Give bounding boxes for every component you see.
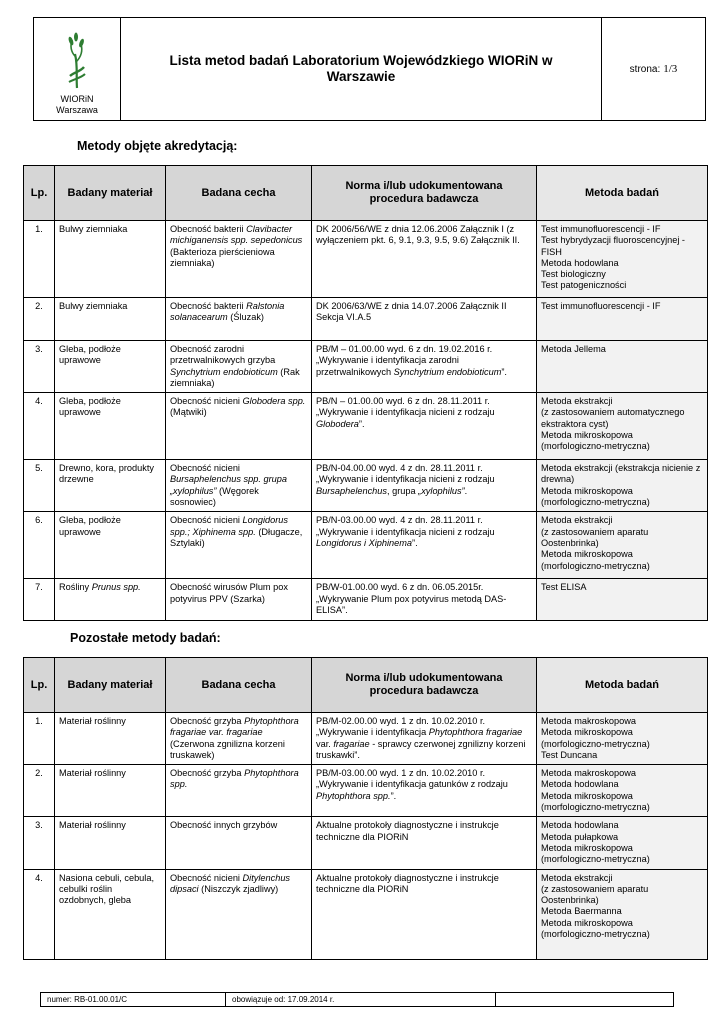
cell-feature bbox=[166, 460, 312, 512]
method-line: Metoda mikroskopowa bbox=[541, 485, 633, 496]
method-line: (morfologiczno-metryczna) bbox=[541, 560, 650, 571]
cell-material-text: Drewno, kora, produkty drzewne bbox=[59, 463, 154, 485]
cell-norm-text: PB/M – 01.00.00 wyd. 6 z dn. 19.02.2016 r. „Wykrywanie i identyfikacja zarodni przetrwalnikowych bbox=[316, 344, 493, 377]
cell-norm-text: „xylophilus” bbox=[418, 485, 465, 496]
cell-norm-text: PB/W-01.00.00 wyd. 6 z dn. 06.05.2015r. „Wykrywanie Plum pox potyvirus metodą DAS-ELISA”. bbox=[316, 582, 507, 615]
cell-feature-text: Obecność bakterii bbox=[170, 301, 247, 311]
method-line: Metoda ekstrakcji bbox=[541, 396, 613, 407]
title-line-2: Warszawie bbox=[326, 69, 396, 84]
col-header-material: Badany materiał bbox=[55, 658, 166, 713]
cell-norm-text: Longidorus i Xiphinema bbox=[316, 537, 413, 548]
cell-norm-text: Phytophthora fragariae bbox=[428, 727, 523, 738]
page-label: strona: bbox=[629, 63, 661, 75]
cell-norm bbox=[312, 765, 537, 817]
cell-material-text: Rośliny bbox=[59, 582, 92, 593]
cell-norm bbox=[312, 221, 537, 298]
table-row bbox=[24, 713, 708, 765]
cell-material bbox=[55, 869, 166, 959]
cell-norm bbox=[312, 341, 537, 393]
cell-norm-text: PB/N – 01.00.00 wyd. 6 z dn. 28.11.2011 r. „Wykrywanie i identyfikacja nicieni z rodzaju bbox=[316, 396, 495, 418]
cell-lp: 2. bbox=[24, 765, 55, 817]
cell-feature-text: Obecność nicieni bbox=[170, 463, 240, 474]
cell-material bbox=[55, 298, 166, 341]
cell-feature bbox=[166, 579, 312, 621]
method-line: Metoda mikroskopowa bbox=[541, 917, 633, 928]
col-header-norm bbox=[312, 166, 537, 221]
cell-feature-text: Obecność nicieni bbox=[170, 396, 243, 407]
cell-lp: 3. bbox=[24, 817, 55, 869]
document-number: numer: RB-01.00.01/C bbox=[41, 993, 226, 1006]
cell-method bbox=[537, 765, 708, 817]
document-title bbox=[121, 18, 602, 120]
method-line: Metoda mikroskopowa bbox=[541, 727, 633, 738]
cell-feature-text: Bursaphelenchus spp. grupa „xylophilus” bbox=[170, 474, 287, 496]
method-line: Test Duncana bbox=[541, 749, 598, 760]
method-line: (morfologiczno-metryczna) bbox=[541, 854, 650, 865]
cell-norm-text: PB/N-03.00.00 wyd. 4 z dn. 28.11.2011 r. „Wykrywanie i identyfikacja nicieni z rodzaju bbox=[316, 515, 495, 537]
method-line: Metoda Jellema bbox=[541, 344, 606, 354]
cell-norm-text: Synchytrium endobioticum bbox=[393, 366, 502, 377]
table-row bbox=[24, 393, 708, 460]
method-line: Metoda mikroskopowa bbox=[541, 842, 633, 853]
cell-material-text: Materiał roślinny bbox=[59, 716, 126, 726]
cell-feature-text: Obecność innych grzybów bbox=[170, 820, 278, 831]
cell-feature-text: (Rak ziemniaka) bbox=[170, 366, 300, 388]
cell-norm-text: fragariae bbox=[333, 738, 370, 749]
cell-feature-text: (Czerwona zgnilizna korzeni truskawek) bbox=[170, 738, 285, 760]
cell-feature bbox=[166, 393, 312, 460]
cell-norm-text: . bbox=[464, 485, 468, 496]
norm-header-line-1: Norma i/lub udokumentowana bbox=[345, 672, 503, 684]
col-header-method: Metoda badań bbox=[537, 166, 708, 221]
other-section-title: Pozostałe metody badań: bbox=[70, 631, 221, 645]
cell-method bbox=[537, 298, 708, 341]
cell-feature-text: (Węgorek sosnowiec) bbox=[170, 485, 259, 508]
cell-material-text: Materiał roślinny bbox=[59, 820, 126, 831]
method-line: (morfologiczno-metryczna) bbox=[541, 929, 650, 940]
cell-material bbox=[55, 393, 166, 460]
cell-lp: 3. bbox=[24, 341, 55, 393]
cell-method bbox=[537, 579, 708, 621]
cell-feature-text: Phytophthora fragariae var. fragariae bbox=[170, 716, 299, 738]
cell-feature-text: Phytophthora spp. bbox=[170, 768, 299, 790]
cell-method bbox=[537, 817, 708, 869]
cell-feature-text: (Niszczyk zjadliwy) bbox=[198, 883, 279, 894]
table-row bbox=[24, 579, 708, 621]
col-header-lp: Lp. bbox=[24, 658, 55, 713]
accredited-methods-table bbox=[23, 165, 708, 621]
cell-norm-text: ”. bbox=[412, 537, 418, 548]
cell-feature bbox=[166, 817, 312, 869]
accredited-section-title: Metody objęte akredytacją: bbox=[77, 139, 238, 153]
cell-feature-text: Ditylenchus dipsaci bbox=[170, 872, 291, 894]
col-header-feature: Badana cecha bbox=[166, 166, 312, 221]
table-row bbox=[24, 221, 708, 298]
table-row bbox=[24, 341, 708, 393]
cell-feature bbox=[166, 221, 312, 298]
cell-lp: 4. bbox=[24, 869, 55, 959]
method-line: Metoda makroskopowa bbox=[541, 768, 636, 779]
cell-lp: 1. bbox=[24, 713, 55, 765]
method-line: Metoda hodowlana bbox=[541, 257, 619, 268]
cell-feature bbox=[166, 765, 312, 817]
cell-material-text: Nasiona cebuli, cebula, cebulki roślin ozdobnych, gleba bbox=[59, 872, 154, 906]
cell-norm-text: Phytophthora spp. bbox=[316, 790, 391, 801]
cell-feature-text: Obecność grzyba bbox=[170, 716, 245, 726]
method-line: Test patogeniczności bbox=[541, 280, 627, 291]
cell-lp: 4. bbox=[24, 393, 55, 460]
org-city: Warszawa bbox=[56, 105, 98, 115]
method-line: Metoda mikroskopowa bbox=[541, 790, 633, 801]
cell-norm-text: PB/M-02.00.00 wyd. 1 z dn. 10.02.2010 r. „Wykrywanie i identyfikacja bbox=[316, 716, 486, 738]
method-line: Metoda mikroskopowa bbox=[541, 430, 633, 441]
cell-feature-text: (Mątwiki) bbox=[170, 407, 207, 418]
method-line: Metoda pułapkowa bbox=[541, 831, 619, 842]
col-header-method: Metoda badań bbox=[537, 658, 708, 713]
cell-norm-text: - sprawcy czerwonej zgnilizny korzeni truskawki”. bbox=[316, 738, 526, 760]
method-line: Metoda hodowlana bbox=[541, 820, 619, 831]
method-line: (morfologiczno-metryczna) bbox=[541, 802, 650, 813]
table-row bbox=[24, 869, 708, 959]
cell-material bbox=[55, 579, 166, 621]
cell-lp: 1. bbox=[24, 221, 55, 298]
cell-norm-text: ”. bbox=[501, 366, 507, 377]
col-header-lp: Lp. bbox=[24, 166, 55, 221]
cell-norm bbox=[312, 817, 537, 869]
norm-header-line-2: procedura badawcza bbox=[369, 193, 479, 205]
cell-norm-text: Aktualne protokoły diagnostyczne i instrukcje techniczne dla PIORiN bbox=[316, 872, 499, 894]
method-line: Metoda hodowlana bbox=[541, 779, 619, 790]
cell-feature-text: Clavibacter michiganensis spp. sepedonicus bbox=[170, 224, 303, 246]
method-line: (morfologiczno-metryczna) bbox=[541, 497, 650, 508]
page-value: 1/3 bbox=[663, 63, 678, 75]
cell-method bbox=[537, 341, 708, 393]
cell-lp: 7. bbox=[24, 579, 55, 621]
cell-norm bbox=[312, 579, 537, 621]
cell-feature-text: Obecność nicieni bbox=[170, 872, 243, 883]
cell-material-text: Bulwy ziemniaka bbox=[59, 224, 128, 234]
cell-feature-text: Obecność bakterii bbox=[170, 224, 247, 234]
title-line-1: Lista metod badań Laboratorium Wojewódzkiego WIORiN w bbox=[169, 53, 553, 68]
cell-norm-text: Aktualne protokoły diagnostyczne i instrukcje techniczne dla PIORiN bbox=[316, 820, 499, 842]
cell-feature-text: Obecność wirusów Plum pox potyvirus PPV (Szarka) bbox=[170, 582, 288, 604]
cell-material-text: Prunus spp. bbox=[91, 582, 141, 593]
page-indicator bbox=[602, 18, 705, 120]
cell-norm-text: var. bbox=[316, 738, 334, 749]
cell-norm-text: ”. bbox=[358, 418, 365, 429]
cell-method bbox=[537, 221, 708, 298]
cell-norm-text: PB/M-03.00.00 wyd. 1 z dn. 10.02.2010 r. „Wykrywanie i identyfikacja gatunków z rodzaju bbox=[316, 768, 508, 790]
cell-method bbox=[537, 512, 708, 579]
norm-header-line-2: procedura badawcza bbox=[369, 685, 479, 697]
cell-norm-text: DK 2006/63/WE z dnia 14.07.2006 Załącznik II Sekcja VI.A.5 bbox=[316, 301, 507, 323]
org-name: WIORiN bbox=[60, 94, 94, 104]
method-line: Metoda mikroskopowa bbox=[541, 549, 633, 560]
method-line: (morfologiczno-metryczna) bbox=[541, 738, 650, 749]
cell-norm bbox=[312, 713, 537, 765]
cell-material bbox=[55, 817, 166, 869]
cell-lp: 6. bbox=[24, 512, 55, 579]
cell-feature bbox=[166, 713, 312, 765]
cell-feature bbox=[166, 341, 312, 393]
cell-norm bbox=[312, 393, 537, 460]
method-line: Test immunofluorescencji - IF bbox=[541, 224, 661, 234]
cell-lp: 2. bbox=[24, 298, 55, 341]
cell-material-text: Gleba, podłoże uprawowe bbox=[59, 344, 121, 366]
document-footer bbox=[40, 992, 674, 1007]
cell-material bbox=[55, 341, 166, 393]
cell-norm bbox=[312, 460, 537, 512]
col-header-feature: Badana cecha bbox=[166, 658, 312, 713]
footer-empty-cell bbox=[496, 993, 673, 1006]
table-row bbox=[24, 765, 708, 817]
cell-lp: 5. bbox=[24, 460, 55, 512]
method-line: Test immunofluorescencji - IF bbox=[541, 301, 661, 311]
table-row bbox=[24, 817, 708, 869]
cell-feature-text: Synchytrium endobioticum bbox=[170, 366, 278, 377]
cell-norm-text: , grupa bbox=[387, 485, 419, 496]
cell-material-text: Materiał roślinny bbox=[59, 768, 126, 779]
cell-norm bbox=[312, 298, 537, 341]
cell-material bbox=[55, 221, 166, 298]
method-line: Test biologiczny bbox=[541, 269, 606, 280]
cell-method bbox=[537, 869, 708, 959]
cell-material-text: Gleba, podłoże uprawowe bbox=[59, 396, 121, 418]
cell-feature-text: Longidorus spp.; Xiphinema spp. bbox=[170, 515, 288, 537]
cell-method bbox=[537, 713, 708, 765]
method-line: (z zastosowaniem automatycznego ekstraktora cyst) bbox=[541, 407, 685, 429]
cell-feature-text: (Śluzak) bbox=[227, 312, 264, 323]
cell-material bbox=[55, 512, 166, 579]
cell-material-text: Gleba, podłoże uprawowe bbox=[59, 515, 121, 537]
cell-feature bbox=[166, 298, 312, 341]
logo-cell bbox=[34, 18, 121, 120]
cell-norm-text: Globodera bbox=[316, 418, 359, 429]
cell-feature-text: Obecność nicieni bbox=[170, 515, 243, 526]
table-row bbox=[24, 298, 708, 341]
method-line: (z zastosowaniem aparatu Oostenbrinka) bbox=[541, 883, 649, 906]
valid-from: obowiązuje od: 17.09.2014 r. bbox=[226, 993, 496, 1006]
cell-feature-text: Globodera spp. bbox=[242, 396, 306, 407]
method-line: (z zastosowaniem aparatu Oostenbrinka) bbox=[541, 526, 649, 548]
table-row bbox=[24, 512, 708, 579]
cell-feature-text: (Bakterioza pierścieniowa ziemniaka) bbox=[170, 246, 275, 268]
method-line: Metoda ekstrakcji bbox=[541, 515, 613, 526]
cell-feature-text: Obecność zarodni przetrwalnikowych grzyba bbox=[170, 344, 276, 366]
cell-method bbox=[537, 393, 708, 460]
cell-feature-text: Obecność grzyba bbox=[170, 768, 245, 779]
cell-norm bbox=[312, 512, 537, 579]
cell-feature-text: (Długacze, Sztylaki) bbox=[170, 526, 303, 548]
cell-feature-text: Ralstonia solanacearum bbox=[170, 301, 285, 323]
cell-material bbox=[55, 765, 166, 817]
method-line: Metoda ekstrakcji bbox=[541, 872, 613, 883]
cell-method bbox=[537, 460, 708, 512]
method-line: Test ELISA bbox=[541, 582, 587, 593]
cell-feature bbox=[166, 869, 312, 959]
cell-norm-text: ”. bbox=[390, 790, 397, 801]
document-header bbox=[33, 17, 706, 121]
method-line: (morfologiczno-metryczna) bbox=[541, 441, 650, 452]
col-header-norm bbox=[312, 658, 537, 713]
cell-material-text: Bulwy ziemniaka bbox=[59, 301, 128, 311]
cell-norm-text: Bursaphelenchus bbox=[316, 485, 387, 496]
cell-norm bbox=[312, 869, 537, 959]
cell-material bbox=[55, 460, 166, 512]
table-row bbox=[24, 460, 708, 512]
method-line: Test hybrydyzacji fluoroscencyjnej - FISH bbox=[541, 235, 685, 257]
other-methods-table bbox=[23, 657, 708, 960]
method-line: Metoda ekstrakcji (ekstrakcja nicienie z drewna) bbox=[541, 463, 701, 485]
cell-norm-text: PB/N-04.00.00 wyd. 4 z dn. 28.11.2011 r. „Wykrywanie i identyfikacja nicieni z rodzaju bbox=[316, 463, 495, 485]
cell-material bbox=[55, 713, 166, 765]
method-line: Metoda Baermanna bbox=[541, 906, 622, 917]
cell-norm-text: DK 2006/56/WE z dnia 12.06.2006 Załącznik I (z wyłączeniem pkt. 6, 9.1, 9.3, 9.5, 9.6) Załącznik II. bbox=[316, 224, 520, 246]
method-line: Metoda makroskopowa bbox=[541, 716, 636, 726]
norm-header-line-1: Norma i/lub udokumentowana bbox=[345, 180, 503, 192]
cell-feature bbox=[166, 512, 312, 579]
wheat-logo-icon bbox=[62, 32, 92, 90]
col-header-material: Badany materiał bbox=[55, 166, 166, 221]
